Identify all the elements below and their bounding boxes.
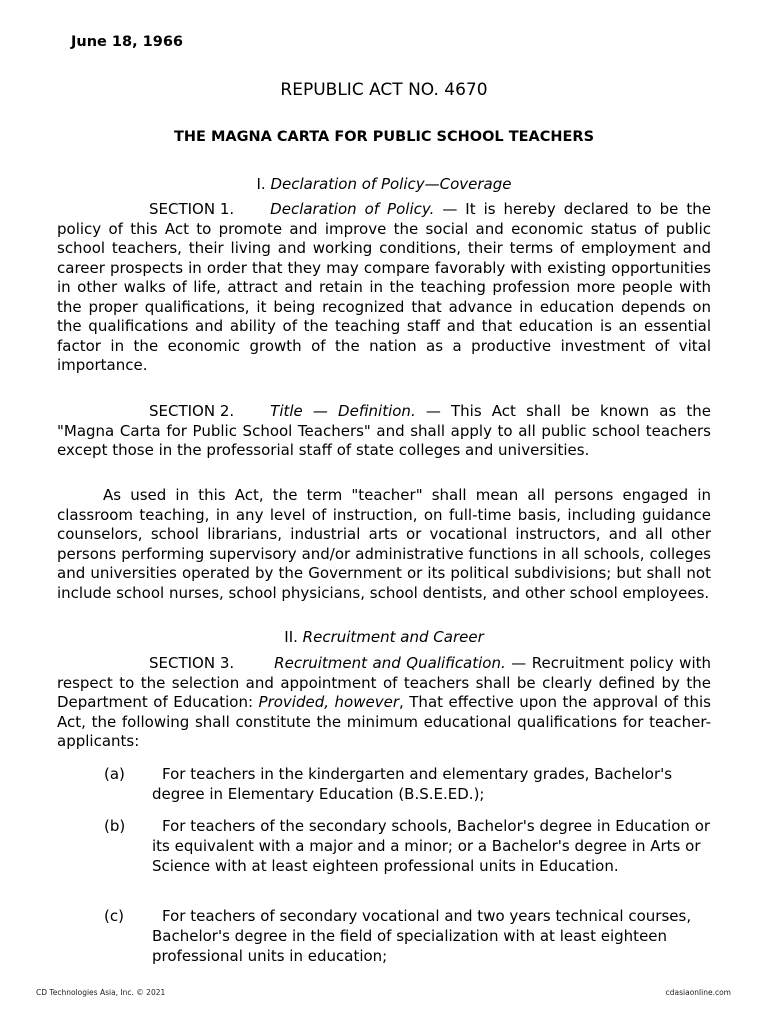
- section-3-body-a: — Recruitment policy with respect to the selection and appointment of teachers shall be clearly defined by the Department of Education:: [57, 654, 712, 711]
- section-3-label: SECTION 3.: [149, 654, 235, 672]
- part-2-numeral: II.: [284, 628, 298, 646]
- section-1-title: Declaration of Policy.: [270, 200, 435, 218]
- section-3-proviso: Provided, however: [258, 693, 399, 711]
- qualification-item-a: [104, 764, 724, 804]
- section-1-body: — It is hereby declared to be the policy of this Act to promote and improve the social and economic status of public school teachers, their living and working conditions, their terms of employment and career prospects in order that they may compare favorably with existing opportunities in other walks of life, attract and retain in the teaching profession more people with the proper qualifications, it being recognized that advance in education depends on the qualifications and ability of the teaching staff and that education is an essential factor in the economic growth of the nation as a productive investment of vital importance.: [57, 200, 711, 374]
- part-1-title: Declaration of Policy—Coverage: [270, 175, 512, 193]
- section-2-paragraph-2: As used in this Act, the term "teacher" shall mean all persons engaged in classroom teaching, in any level of instruction, on full-time basis, including guidance counselors, school librarians, industrial arts or vocational instructors, and all other persons performing supervisory and/or administrative functions in all schools, colleges and universities operated by the Government or its political subdivisions; but shall not include school nurses, school physicians, school dentists, and other school employees.: [57, 486, 711, 602]
- section-2-title: Title — Definition.: [270, 402, 416, 420]
- qualification-item-c: [104, 906, 724, 966]
- part-2-heading: [0, 628, 768, 646]
- section-2-body: — This Act shall be known as the "Magna Carta for Public School Teachers" and shall apply to all public school teachers except those in the professorial staff of state colleges and universities.: [57, 402, 711, 459]
- part-1-numeral: I.: [256, 175, 266, 193]
- section-2-label: SECTION 2.: [149, 402, 235, 420]
- item-text: For teachers of the secondary schools, Bachelor's degree in Education or its equivalent with a major and a minor; or a Bachelor's degree in Arts or Science with at least eighteen professional units in Education.: [152, 817, 711, 875]
- act-number: REPUBLIC ACT NO. 4670: [280, 80, 488, 100]
- section-3-title: Recruitment and Qualification.: [274, 654, 506, 672]
- section-1: [57, 200, 711, 376]
- item-text: For teachers in the kindergarten and elementary grades, Bachelor's degree in Elementary Education (B.S.E.ED.);: [152, 765, 673, 803]
- item-label: (a): [104, 765, 125, 783]
- item-text: For teachers of secondary vocational and two years technical courses, Bachelor's degree in the field of specialization with at least eighteen professional units in education;: [152, 907, 692, 965]
- qualification-item-b: [104, 816, 724, 876]
- section-3-body-b: , That effective upon the approval of this Act, the following shall constitute the minimum educational qualifications for teacher-applicants:: [57, 693, 711, 750]
- section-2: [57, 402, 711, 461]
- document-date: June 18, 1966: [71, 34, 184, 50]
- section-1-label: SECTION 1.: [149, 200, 235, 218]
- section-3: [57, 654, 711, 752]
- item-label: (b): [104, 817, 126, 835]
- footer-copyright: CD Technologies Asia, Inc. © 2021: [36, 988, 166, 997]
- act-title: THE MAGNA CARTA FOR PUBLIC SCHOOL TEACHERS: [173, 129, 595, 145]
- footer-website: cdasiaonline.com: [665, 988, 731, 997]
- item-label: (c): [104, 907, 124, 925]
- part-2-title: Recruitment and Career: [302, 628, 484, 646]
- part-1-heading: [0, 175, 768, 193]
